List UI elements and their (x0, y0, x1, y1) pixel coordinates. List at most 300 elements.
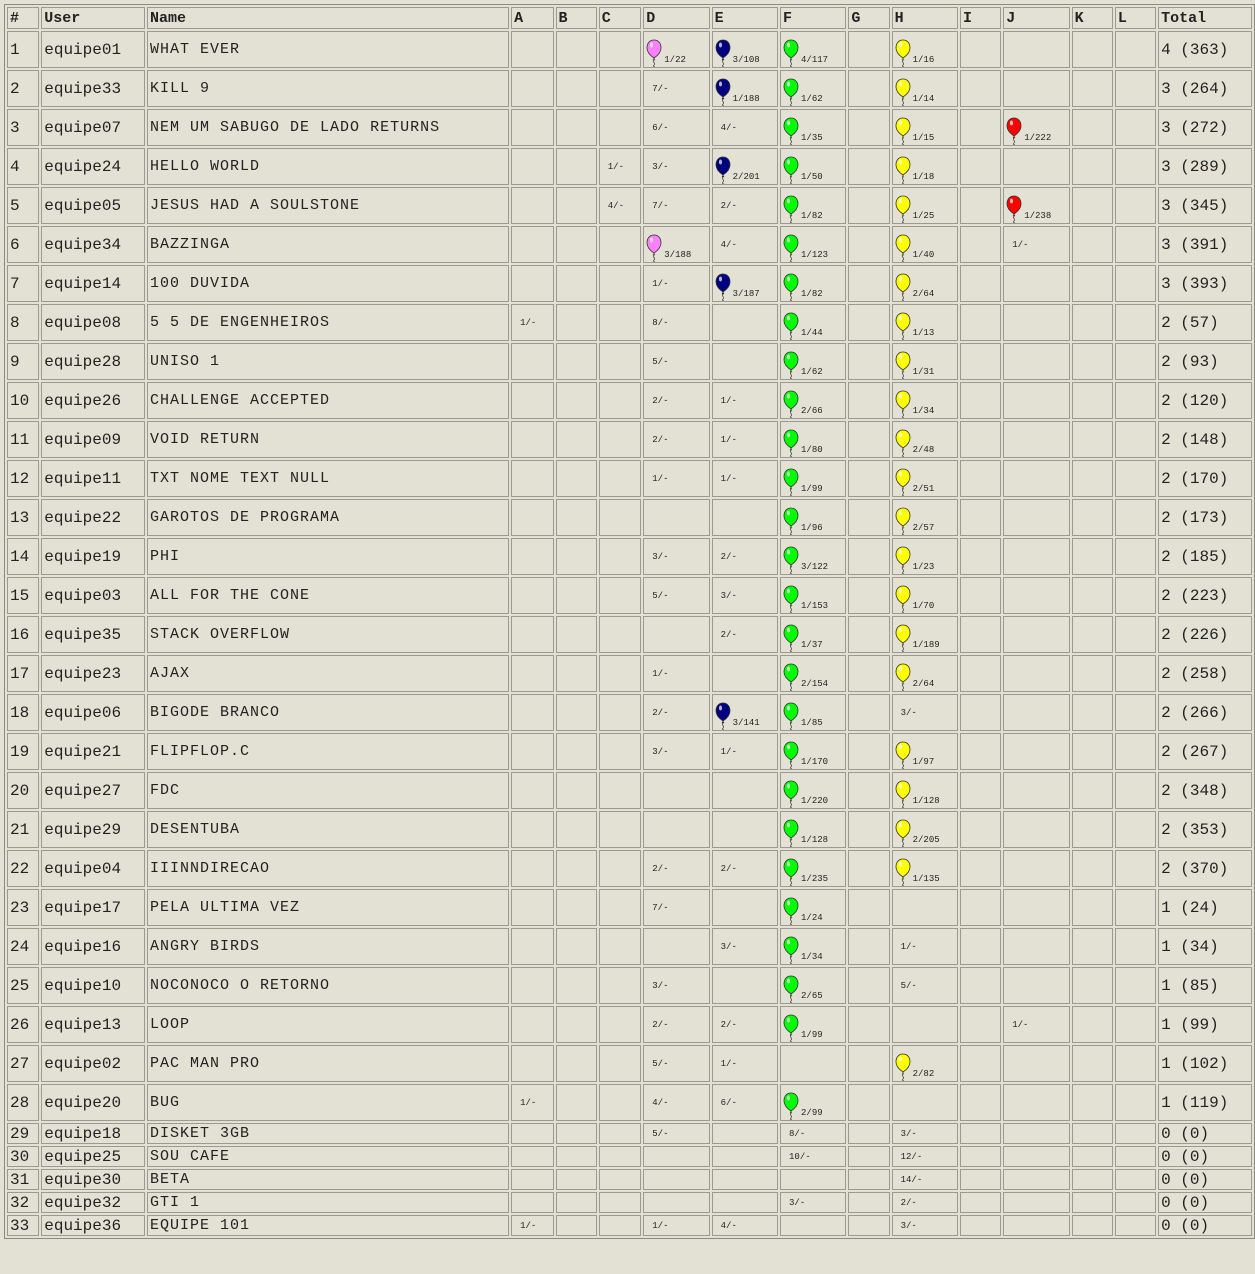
problem-cell-l (1115, 31, 1156, 68)
problem-cell-f (780, 226, 846, 263)
solved-problem (895, 539, 955, 574)
balloon-icon (783, 234, 799, 262)
solved-problem (895, 773, 955, 808)
attempts-text: 1/- (900, 941, 917, 952)
problem-cell-b (556, 265, 597, 302)
problem-cell-k (1072, 733, 1113, 770)
problem-cell-c (599, 655, 641, 692)
team-name-cell: EQUIPE 101 (147, 1215, 509, 1236)
team-name-cell: FDC (147, 772, 509, 809)
problem-cell-d (643, 655, 709, 692)
balloon-icon (895, 546, 911, 574)
problem-cell-l (1115, 382, 1156, 419)
team-name-cell: SOU CAFE (147, 1146, 509, 1167)
balloon-icon (895, 117, 911, 145)
problem-cell-h (892, 616, 958, 653)
problem-cell-l (1115, 538, 1156, 575)
problem-cell-a (511, 187, 553, 224)
problem-cell-k (1072, 109, 1113, 146)
total-cell: 0 (0) (1158, 1192, 1252, 1213)
problem-cell-l (1115, 187, 1156, 224)
attempts-time: 1/44 (801, 328, 823, 338)
problem-cell-f (780, 772, 846, 809)
solved-problem (783, 812, 843, 847)
total-cell: 1 (99) (1158, 1006, 1252, 1043)
balloon-icon (895, 1053, 911, 1081)
attempts-text: 7/- (652, 902, 669, 913)
problem-cell-h (892, 499, 958, 536)
attempts-text: 1/- (652, 668, 669, 679)
problem-cell-f (780, 70, 846, 107)
team-name-cell: TXT NOME TEXT NULL (147, 460, 509, 497)
problem-cell-l (1115, 733, 1156, 770)
balloon-icon (783, 702, 799, 730)
problem-cell-f (780, 382, 846, 419)
rank-cell: 31 (7, 1169, 39, 1190)
problem-cell-k (1072, 1045, 1113, 1082)
table-row (7, 772, 1252, 809)
problem-cell-f (780, 109, 846, 146)
balloon-icon (783, 975, 799, 1003)
problem-cell-d (643, 343, 709, 380)
balloon-icon (895, 741, 911, 769)
problem-cell-k (1072, 499, 1113, 536)
balloon-icon (895, 585, 911, 613)
attempts-time: 1/235 (801, 874, 829, 884)
problem-cell-b (556, 460, 597, 497)
problem-cell-j (1003, 967, 1069, 1004)
problem-cell-k (1072, 304, 1113, 341)
problem-cell-i (960, 70, 1001, 107)
balloon-icon (783, 234, 799, 262)
problem-cell-c (599, 811, 641, 848)
table-row (7, 226, 1252, 263)
total-cell: 2 (148) (1158, 421, 1252, 458)
attempts-text: 8/- (789, 1128, 806, 1139)
problem-cell-g (848, 187, 889, 224)
table-row (7, 733, 1252, 770)
attempts-text: 2/- (720, 629, 737, 640)
user-cell: equipe33 (41, 70, 145, 107)
balloon-icon (895, 507, 911, 535)
problem-cell-i (960, 577, 1001, 614)
attempts-time: 1/40 (912, 250, 935, 260)
solved-problem (783, 500, 843, 535)
attempts-text: 1/- (720, 1058, 737, 1069)
problem-cell-j (1003, 187, 1069, 224)
problem-cell-j (1003, 811, 1069, 848)
problem-cell-h (892, 421, 958, 458)
balloon-icon (895, 234, 911, 262)
table-row (7, 109, 1252, 146)
problem-cell-a (511, 499, 553, 536)
attempts-time: 1/123 (801, 250, 829, 260)
problem-cell-i (960, 538, 1001, 575)
balloon-icon (895, 624, 911, 652)
rank-cell: 33 (7, 1215, 39, 1236)
balloon-icon (783, 117, 799, 145)
total-cell: 0 (0) (1158, 1123, 1252, 1144)
problem-cell-b (556, 1123, 597, 1144)
problem-cell-g (848, 733, 889, 770)
problem-cell-l (1115, 1169, 1156, 1190)
balloon-icon (895, 312, 911, 340)
problem-cell-g (848, 1215, 889, 1236)
balloon-icon (783, 390, 799, 418)
problem-cell-c (599, 1169, 641, 1190)
balloon-icon (783, 1014, 799, 1042)
problem-cell-a (511, 31, 553, 68)
attempts-text: 1/- (720, 473, 737, 484)
problem-cell-e (712, 655, 778, 692)
balloon-icon (783, 897, 799, 925)
attempts-time: 1/238 (1024, 211, 1052, 221)
problem-cell-e (712, 1045, 778, 1082)
problem-cell-k (1072, 148, 1113, 185)
user-cell: equipe17 (41, 889, 145, 926)
solved-problem (895, 500, 955, 535)
problem-cell-j (1003, 109, 1069, 146)
problem-cell-k (1072, 1192, 1113, 1213)
total-cell: 2 (353) (1158, 811, 1252, 848)
attempts-time: 2/154 (801, 679, 829, 689)
balloon-icon (1006, 117, 1022, 145)
problem-cell-e (712, 928, 778, 965)
total-cell: 1 (85) (1158, 967, 1252, 1004)
problem-cell-e (712, 499, 778, 536)
problem-cell-k (1072, 616, 1113, 653)
balloon-icon (783, 468, 799, 496)
problem-cell-i (960, 616, 1001, 653)
problem-header-g: G (848, 7, 889, 29)
problem-cell-f (780, 1006, 846, 1043)
user-cell: equipe23 (41, 655, 145, 692)
problem-cell-b (556, 31, 597, 68)
balloon-icon (783, 507, 799, 535)
balloon-icon (783, 351, 799, 379)
balloon-icon (895, 195, 911, 223)
user-cell: equipe24 (41, 148, 145, 185)
solved-problem (895, 71, 955, 106)
balloon-icon (715, 273, 731, 301)
balloon-icon (715, 156, 731, 184)
header-row (7, 7, 1252, 29)
problem-cell-f (780, 1169, 846, 1190)
attempts-text: 7/- (652, 83, 669, 94)
table-row (7, 616, 1252, 653)
problem-cell-d (643, 967, 709, 1004)
problem-cell-f (780, 343, 846, 380)
balloon-icon (783, 312, 799, 340)
problem-cell-e (712, 889, 778, 926)
problem-cell-c (599, 1084, 641, 1121)
problem-cell-g (848, 421, 889, 458)
solved-problem (783, 383, 843, 418)
problem-cell-c (599, 1123, 641, 1144)
table-row (7, 1123, 1252, 1144)
balloon-icon (783, 429, 799, 457)
balloon-icon (783, 390, 799, 418)
problem-cell-i (960, 1084, 1001, 1121)
table-row (7, 928, 1252, 965)
name-header: Name (147, 7, 509, 29)
user-cell: equipe22 (41, 499, 145, 536)
problem-cell-k (1072, 889, 1113, 926)
problem-cell-d (643, 1045, 709, 1082)
attempts-text: 7/- (652, 200, 669, 211)
balloon-icon (895, 351, 911, 379)
problem-cell-d (643, 616, 709, 653)
problem-cell-b (556, 1084, 597, 1121)
problem-cell-a (511, 421, 553, 458)
attempts-time: 1/35 (801, 133, 823, 143)
solved-problem (895, 110, 955, 145)
problem-cell-e (712, 616, 778, 653)
problem-cell-j (1003, 538, 1069, 575)
attempts-text: 2/- (652, 863, 669, 874)
problem-cell-f (780, 1146, 846, 1167)
user-cell: equipe32 (41, 1192, 145, 1213)
problem-cell-e (712, 694, 778, 731)
attempts-time: 2/64 (912, 679, 935, 689)
problem-cell-c (599, 31, 641, 68)
attempts-time: 2/48 (912, 445, 935, 455)
problem-cell-e (712, 1006, 778, 1043)
problem-cell-a (511, 616, 553, 653)
problem-cell-b (556, 1215, 597, 1236)
total-header: Total (1158, 7, 1252, 29)
rank-cell: 17 (7, 655, 39, 692)
problem-cell-b (556, 772, 597, 809)
problem-cell-c (599, 889, 641, 926)
problem-cell-j (1003, 70, 1069, 107)
total-cell: 1 (119) (1158, 1084, 1252, 1121)
rank-cell: 10 (7, 382, 39, 419)
problem-cell-g (848, 109, 889, 146)
problem-cell-a (511, 694, 553, 731)
balloon-icon (783, 858, 799, 886)
total-cell: 2 (267) (1158, 733, 1252, 770)
user-cell: equipe18 (41, 1123, 145, 1144)
problem-cell-l (1115, 772, 1156, 809)
problem-cell-d (643, 460, 709, 497)
problem-cell-k (1072, 343, 1113, 380)
attempts-time: 1/37 (801, 640, 823, 650)
total-cell: 0 (0) (1158, 1215, 1252, 1236)
team-name-cell: AJAX (147, 655, 509, 692)
table-row (7, 1169, 1252, 1190)
problem-cell-g (848, 343, 889, 380)
rank-cell: 1 (7, 31, 39, 68)
attempts-text: 6/- (720, 1097, 737, 1108)
scoreboard-table (4, 4, 1255, 1239)
team-name-cell: BIGODE BRANCO (147, 694, 509, 731)
problem-cell-l (1115, 967, 1156, 1004)
problem-cell-g (848, 967, 889, 1004)
table-row (7, 850, 1252, 887)
balloon-icon (715, 78, 731, 106)
problem-cell-e (712, 421, 778, 458)
solved-problem (895, 851, 955, 886)
balloon-icon (783, 858, 799, 886)
problem-cell-a (511, 70, 553, 107)
problem-cell-k (1072, 811, 1113, 848)
total-cell: 2 (348) (1158, 772, 1252, 809)
problem-cell-a (511, 733, 553, 770)
problem-cell-b (556, 1006, 597, 1043)
table-row (7, 967, 1252, 1004)
total-cell: 2 (173) (1158, 499, 1252, 536)
solved-problem (715, 32, 775, 67)
problem-header-c: C (599, 7, 641, 29)
solved-problem (783, 110, 843, 145)
problem-cell-l (1115, 499, 1156, 536)
problem-cell-d (643, 850, 709, 887)
problem-cell-d (643, 577, 709, 614)
team-name-cell: ANGRY BIRDS (147, 928, 509, 965)
attempts-time: 2/201 (732, 172, 760, 182)
solved-problem (783, 851, 843, 886)
problem-cell-l (1115, 616, 1156, 653)
total-cell: 2 (258) (1158, 655, 1252, 692)
problem-cell-f (780, 967, 846, 1004)
problem-cell-l (1115, 1006, 1156, 1043)
problem-cell-i (960, 187, 1001, 224)
solved-problem (895, 422, 955, 457)
solved-problem (895, 383, 955, 418)
problem-header-l: L (1115, 7, 1156, 29)
problem-cell-a (511, 1084, 553, 1121)
problem-cell-e (712, 772, 778, 809)
attempts-text: 3/- (900, 1128, 917, 1139)
problem-cell-i (960, 694, 1001, 731)
team-name-cell: PELA ULTIMA VEZ (147, 889, 509, 926)
problem-cell-l (1115, 460, 1156, 497)
solved-problem (783, 344, 843, 379)
attempts-time: 2/66 (801, 406, 823, 416)
problem-cell-f (780, 733, 846, 770)
problem-cell-d (643, 109, 709, 146)
problem-header-h: H (892, 7, 958, 29)
problem-cell-g (848, 655, 889, 692)
problem-cell-d (643, 1084, 709, 1121)
attempts-time: 1/222 (1024, 133, 1052, 143)
problem-cell-k (1072, 382, 1113, 419)
problem-cell-b (556, 538, 597, 575)
problem-cell-j (1003, 304, 1069, 341)
scoreboard-header (7, 7, 1252, 29)
user-cell: equipe02 (41, 1045, 145, 1082)
problem-cell-a (511, 1045, 553, 1082)
solved-problem (895, 812, 955, 847)
problem-cell-j (1003, 499, 1069, 536)
user-header: User (41, 7, 145, 29)
rank-cell: 32 (7, 1192, 39, 1213)
problem-cell-e (712, 811, 778, 848)
problem-cell-l (1115, 850, 1156, 887)
table-row (7, 889, 1252, 926)
rank-cell: 20 (7, 772, 39, 809)
problem-cell-k (1072, 1215, 1113, 1236)
problem-cell-i (960, 772, 1001, 809)
team-name-cell: BUG (147, 1084, 509, 1121)
solved-problem (895, 1046, 955, 1081)
balloon-icon (783, 819, 799, 847)
total-cell: 0 (0) (1158, 1169, 1252, 1190)
table-row (7, 1045, 1252, 1082)
attempts-text: 2/- (652, 434, 669, 445)
table-row (7, 343, 1252, 380)
problem-cell-g (848, 1006, 889, 1043)
team-name-cell: WHAT EVER (147, 31, 509, 68)
attempts-time: 2/205 (912, 835, 940, 845)
problem-cell-g (848, 1084, 889, 1121)
problem-cell-g (848, 772, 889, 809)
attempts-time: 2/57 (912, 523, 935, 533)
solved-problem (895, 305, 955, 340)
problem-cell-e (712, 538, 778, 575)
user-cell: equipe13 (41, 1006, 145, 1043)
problem-cell-j (1003, 772, 1069, 809)
solved-problem (783, 929, 843, 964)
problem-cell-j (1003, 1215, 1069, 1236)
problem-cell-c (599, 187, 641, 224)
problem-cell-e (712, 187, 778, 224)
attempts-time: 1/189 (912, 640, 940, 650)
problem-cell-d (643, 1192, 709, 1213)
problem-cell-h (892, 1123, 958, 1144)
attempts-text: 6/- (652, 122, 669, 133)
problem-cell-h (892, 577, 958, 614)
problem-cell-d (643, 1169, 709, 1190)
attempts-text: 4/- (720, 122, 737, 133)
problem-cell-e (712, 226, 778, 263)
balloon-icon (895, 741, 911, 769)
solved-problem (783, 1085, 843, 1120)
user-cell: equipe03 (41, 577, 145, 614)
problem-cell-a (511, 1146, 553, 1167)
problem-cell-k (1072, 967, 1113, 1004)
attempts-time: 1/99 (801, 484, 823, 494)
balloon-icon (895, 468, 911, 496)
problem-cell-g (848, 304, 889, 341)
solved-problem (895, 617, 955, 652)
problem-cell-j (1003, 265, 1069, 302)
solved-problem (783, 1007, 843, 1042)
problem-cell-d (643, 733, 709, 770)
problem-cell-h (892, 304, 958, 341)
balloon-icon (895, 390, 911, 418)
attempts-time: 2/99 (801, 1108, 823, 1118)
problem-cell-e (712, 1123, 778, 1144)
attempts-time: 1/128 (801, 835, 829, 845)
balloon-icon (895, 780, 911, 808)
problem-cell-i (960, 1146, 1001, 1167)
attempts-text: 5/- (652, 1058, 669, 1069)
problem-cell-k (1072, 694, 1113, 731)
attempts-time: 1/14 (912, 94, 935, 104)
problem-cell-g (848, 226, 889, 263)
attempts-time: 1/34 (801, 952, 823, 962)
total-cell: 3 (345) (1158, 187, 1252, 224)
balloon-icon (715, 702, 731, 730)
problem-cell-b (556, 343, 597, 380)
problem-cell-h (892, 226, 958, 263)
team-name-cell: JESUS HAD A SOULSTONE (147, 187, 509, 224)
rank-cell: 28 (7, 1084, 39, 1121)
rank-cell: 13 (7, 499, 39, 536)
problem-cell-l (1115, 1123, 1156, 1144)
